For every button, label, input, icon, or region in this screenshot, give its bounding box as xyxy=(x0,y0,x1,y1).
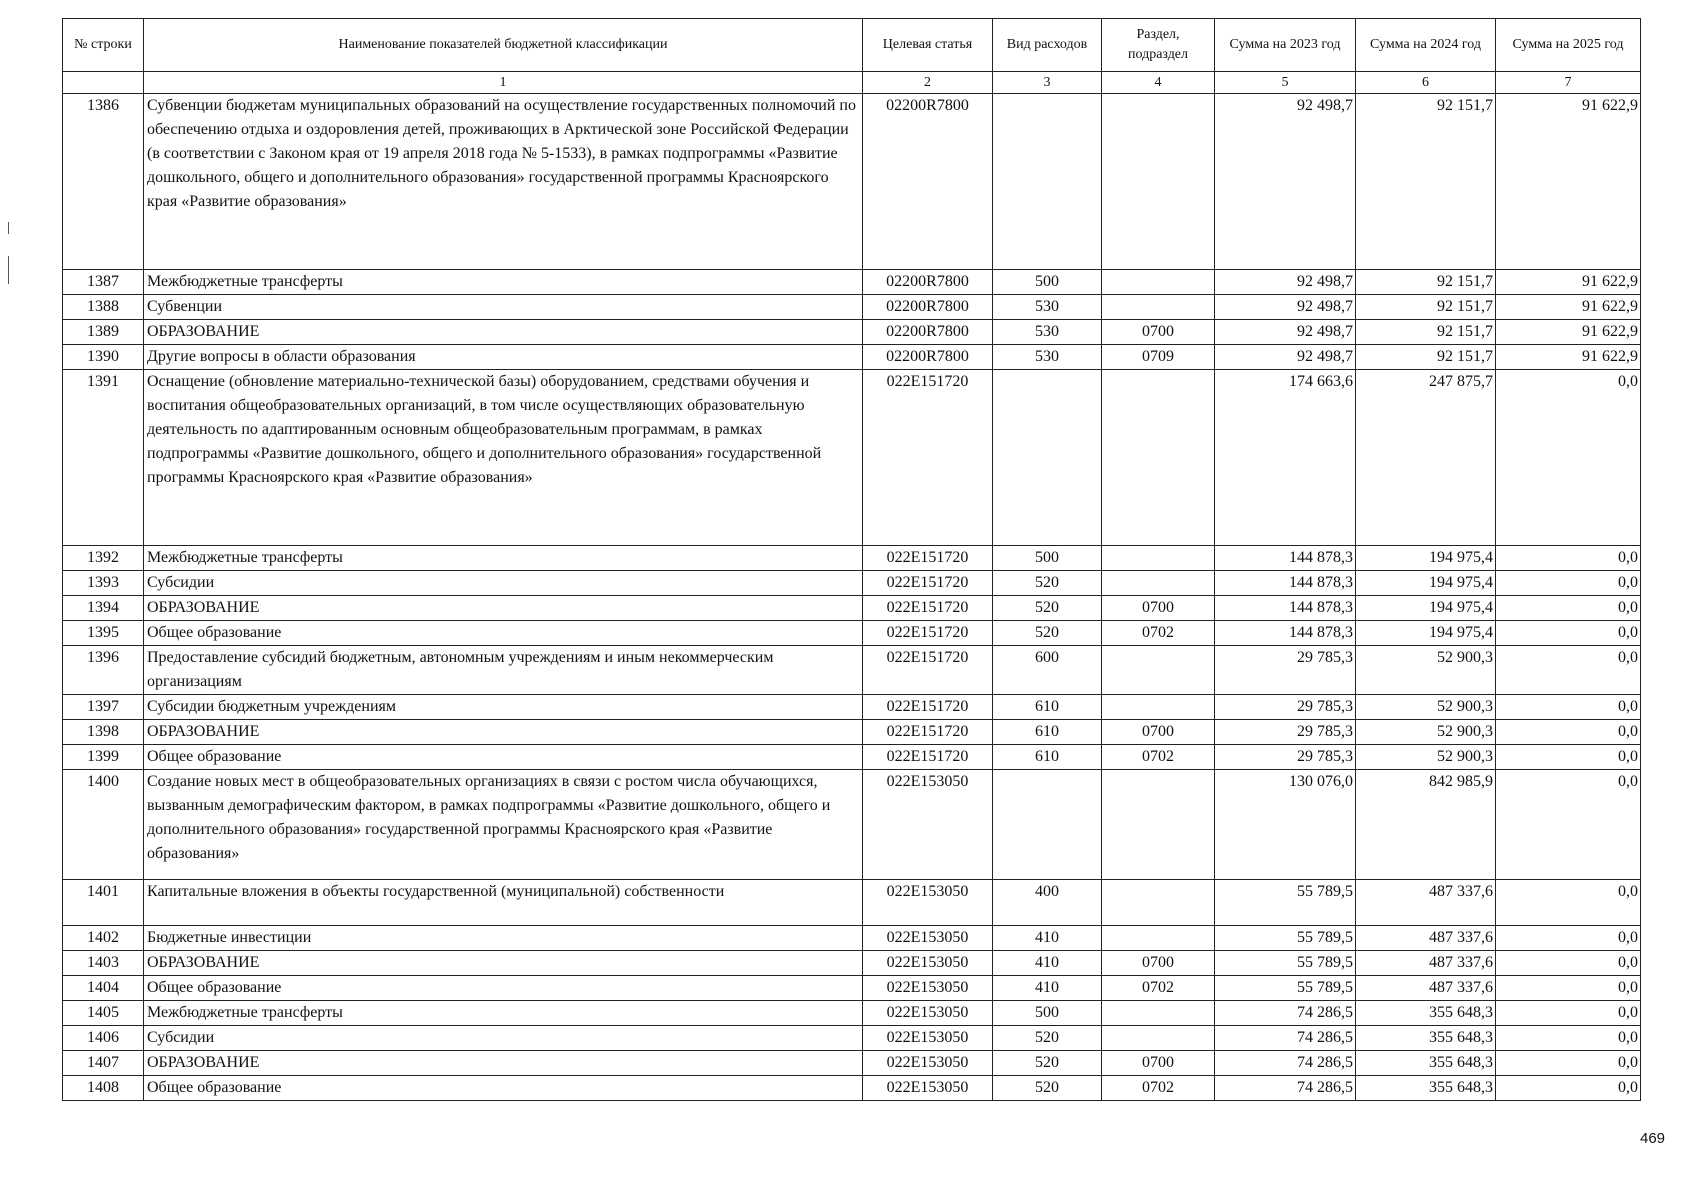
target-article: 022E153050 xyxy=(863,1051,993,1076)
row-name: Общее образование xyxy=(144,745,863,770)
target-article: 022E151720 xyxy=(863,596,993,621)
table-row xyxy=(63,546,1641,571)
section-code xyxy=(1102,880,1215,926)
section-code xyxy=(1102,646,1215,695)
table-row xyxy=(63,951,1641,976)
budget-table xyxy=(62,18,1641,1101)
table-row xyxy=(63,571,1641,596)
sum-2024: 92 151,7 xyxy=(1356,295,1496,320)
header-sum-2023: Сумма на 2023 год xyxy=(1215,19,1356,72)
section-code xyxy=(1102,1026,1215,1051)
column-number: 6 xyxy=(1356,72,1496,94)
section-code xyxy=(1102,546,1215,571)
row-name: Общее образование xyxy=(144,976,863,1001)
row-number: 1401 xyxy=(63,880,144,926)
section-code xyxy=(1102,571,1215,596)
sum-2023: 29 785,3 xyxy=(1215,745,1356,770)
row-number: 1407 xyxy=(63,1051,144,1076)
sum-2025: 0,0 xyxy=(1496,571,1641,596)
sum-2024: 842 985,9 xyxy=(1356,770,1496,880)
table-row xyxy=(63,1026,1641,1051)
expense-type: 530 xyxy=(993,320,1102,345)
sum-2024: 355 648,3 xyxy=(1356,1026,1496,1051)
header-name: Наименование показателей бюджетной классификации xyxy=(144,19,863,72)
row-name: ОБРАЗОВАНИЕ xyxy=(144,951,863,976)
target-article: 022E151720 xyxy=(863,571,993,596)
row-name: Межбюджетные трансферты xyxy=(144,270,863,295)
sum-2024: 194 975,4 xyxy=(1356,546,1496,571)
row-number: 1387 xyxy=(63,270,144,295)
row-number: 1395 xyxy=(63,621,144,646)
target-article: 022E151720 xyxy=(863,546,993,571)
section-code: 0702 xyxy=(1102,1076,1215,1101)
row-number: 1408 xyxy=(63,1076,144,1101)
target-article: 022E151720 xyxy=(863,720,993,745)
expense-type: 530 xyxy=(993,345,1102,370)
table-row xyxy=(63,880,1641,926)
row-name: Субсидии xyxy=(144,1026,863,1051)
expense-type: 610 xyxy=(993,720,1102,745)
sum-2024: 247 875,7 xyxy=(1356,370,1496,546)
section-code xyxy=(1102,926,1215,951)
expense-type: 520 xyxy=(993,621,1102,646)
table-row xyxy=(63,1076,1641,1101)
sum-2023: 29 785,3 xyxy=(1215,646,1356,695)
sum-2023: 92 498,7 xyxy=(1215,94,1356,270)
column-number: 5 xyxy=(1215,72,1356,94)
target-article: 022E151720 xyxy=(863,370,993,546)
sum-2025: 0,0 xyxy=(1496,720,1641,745)
row-number: 1405 xyxy=(63,1001,144,1026)
sum-2025: 91 622,9 xyxy=(1496,345,1641,370)
expense-type: 520 xyxy=(993,571,1102,596)
column-number: 7 xyxy=(1496,72,1641,94)
expense-type: 410 xyxy=(993,951,1102,976)
sum-2024: 52 900,3 xyxy=(1356,720,1496,745)
sum-2023: 144 878,3 xyxy=(1215,621,1356,646)
row-name: Общее образование xyxy=(144,1076,863,1101)
table-row xyxy=(63,596,1641,621)
row-number: 1396 xyxy=(63,646,144,695)
section-code: 0702 xyxy=(1102,621,1215,646)
expense-type: 520 xyxy=(993,1026,1102,1051)
sum-2023: 55 789,5 xyxy=(1215,926,1356,951)
sum-2025: 0,0 xyxy=(1496,646,1641,695)
expense-type: 610 xyxy=(993,695,1102,720)
sum-2025: 0,0 xyxy=(1496,621,1641,646)
row-name: ОБРАЗОВАНИЕ xyxy=(144,1051,863,1076)
header-row-no: № строки xyxy=(63,19,144,72)
section-code: 0702 xyxy=(1102,745,1215,770)
table-row xyxy=(63,621,1641,646)
sum-2025: 0,0 xyxy=(1496,926,1641,951)
table-row xyxy=(63,270,1641,295)
column-number: 2 xyxy=(863,72,993,94)
sum-2024: 92 151,7 xyxy=(1356,345,1496,370)
column-number-empty xyxy=(63,72,144,94)
sum-2024: 487 337,6 xyxy=(1356,951,1496,976)
sum-2025: 0,0 xyxy=(1496,951,1641,976)
sum-2025: 0,0 xyxy=(1496,1076,1641,1101)
sum-2024: 487 337,6 xyxy=(1356,880,1496,926)
page-number: 469 xyxy=(1640,1130,1666,1147)
expense-type xyxy=(993,770,1102,880)
sum-2023: 55 789,5 xyxy=(1215,880,1356,926)
section-code xyxy=(1102,770,1215,880)
section-code: 0700 xyxy=(1102,1051,1215,1076)
row-number: 1403 xyxy=(63,951,144,976)
target-article: 022E153050 xyxy=(863,976,993,1001)
expense-type: 610 xyxy=(993,745,1102,770)
table-row xyxy=(63,320,1641,345)
row-name: Другие вопросы в области образования xyxy=(144,345,863,370)
table-row xyxy=(63,646,1641,695)
section-code xyxy=(1102,270,1215,295)
target-article: 02200R7800 xyxy=(863,270,993,295)
target-article: 022E153050 xyxy=(863,1076,993,1101)
row-number: 1394 xyxy=(63,596,144,621)
sum-2023: 144 878,3 xyxy=(1215,571,1356,596)
target-article: 022E153050 xyxy=(863,1001,993,1026)
sum-2023: 92 498,7 xyxy=(1215,295,1356,320)
sum-2023: 92 498,7 xyxy=(1215,270,1356,295)
section-code xyxy=(1102,1001,1215,1026)
row-name: Предоставление субсидий бюджетным, автономным учреждениям и иным некоммерческим организациям xyxy=(144,646,863,695)
table-row xyxy=(63,720,1641,745)
sum-2024: 52 900,3 xyxy=(1356,646,1496,695)
table-row xyxy=(63,770,1641,880)
sum-2024: 355 648,3 xyxy=(1356,1051,1496,1076)
row-name: ОБРАЗОВАНИЕ xyxy=(144,596,863,621)
sum-2024: 194 975,4 xyxy=(1356,571,1496,596)
target-article: 02200R7800 xyxy=(863,295,993,320)
sum-2023: 55 789,5 xyxy=(1215,976,1356,1001)
row-number: 1406 xyxy=(63,1026,144,1051)
sum-2025: 0,0 xyxy=(1496,770,1641,880)
expense-type xyxy=(993,94,1102,270)
section-code: 0700 xyxy=(1102,720,1215,745)
target-article: 022E153050 xyxy=(863,770,993,880)
sum-2025: 0,0 xyxy=(1496,880,1641,926)
sum-2025: 0,0 xyxy=(1496,1051,1641,1076)
row-number: 1402 xyxy=(63,926,144,951)
header-row xyxy=(63,19,1641,72)
row-name: Субвенции бюджетам муниципальных образований на осуществление государственных полномочий по обеспечению отдыха и оздоровления детей, проживающих в Арктической зоне Российской Федерации (в соответствии с Законом края от 19 апреля 2018 года № 5-1533), в рамках подпрограммы «Развитие дошкольного, общего и дополнительного образования» государственной программы Красноярского края «Развитие образования» xyxy=(144,94,863,270)
sum-2025: 91 622,9 xyxy=(1496,295,1641,320)
expense-type xyxy=(993,370,1102,546)
sum-2023: 74 286,5 xyxy=(1215,1051,1356,1076)
row-number: 1386 xyxy=(63,94,144,270)
row-name: Межбюджетные трансферты xyxy=(144,1001,863,1026)
row-name: Общее образование xyxy=(144,621,863,646)
sum-2023: 29 785,3 xyxy=(1215,720,1356,745)
budget-table-wrapper xyxy=(62,18,1641,1101)
row-number: 1390 xyxy=(63,345,144,370)
section-code xyxy=(1102,94,1215,270)
header-section: Раздел, подраздел xyxy=(1102,19,1215,72)
sum-2024: 92 151,7 xyxy=(1356,94,1496,270)
margin-mark-top xyxy=(8,222,9,234)
sum-2023: 144 878,3 xyxy=(1215,596,1356,621)
row-number: 1398 xyxy=(63,720,144,745)
row-name: Субсидии бюджетным учреждениям xyxy=(144,695,863,720)
sum-2025: 0,0 xyxy=(1496,1001,1641,1026)
row-number: 1393 xyxy=(63,571,144,596)
sum-2023: 74 286,5 xyxy=(1215,1076,1356,1101)
row-name: Субвенции xyxy=(144,295,863,320)
sum-2023: 74 286,5 xyxy=(1215,1026,1356,1051)
row-name: Создание новых мест в общеобразовательных организациях в связи с ростом числа обучающихся, вызванным демографическим фактором, в рамках подпрограммы «Развитие дошкольного, общего и дополнительного образования» государственной программы Красноярского края «Развитие образования» xyxy=(144,770,863,880)
margin-mark-bottom xyxy=(8,256,9,284)
header-sum-2024: Сумма на 2024 год xyxy=(1356,19,1496,72)
row-number: 1399 xyxy=(63,745,144,770)
expense-type: 600 xyxy=(993,646,1102,695)
sum-2024: 355 648,3 xyxy=(1356,1001,1496,1026)
row-name: Бюджетные инвестиции xyxy=(144,926,863,951)
row-number: 1388 xyxy=(63,295,144,320)
row-number: 1389 xyxy=(63,320,144,345)
column-number: 1 xyxy=(144,72,863,94)
expense-type: 520 xyxy=(993,1076,1102,1101)
sum-2023: 74 286,5 xyxy=(1215,1001,1356,1026)
sum-2023: 130 076,0 xyxy=(1215,770,1356,880)
expense-type: 530 xyxy=(993,295,1102,320)
expense-type: 410 xyxy=(993,976,1102,1001)
row-name: Субсидии xyxy=(144,571,863,596)
sum-2025: 91 622,9 xyxy=(1496,94,1641,270)
header-expense-type: Вид расходов xyxy=(993,19,1102,72)
sum-2023: 144 878,3 xyxy=(1215,546,1356,571)
expense-type: 520 xyxy=(993,1051,1102,1076)
row-number: 1397 xyxy=(63,695,144,720)
expense-type: 410 xyxy=(993,926,1102,951)
section-code: 0700 xyxy=(1102,320,1215,345)
section-code: 0709 xyxy=(1102,345,1215,370)
table-row xyxy=(63,926,1641,951)
sum-2025: 0,0 xyxy=(1496,596,1641,621)
expense-type: 500 xyxy=(993,546,1102,571)
table-row xyxy=(63,370,1641,546)
target-article: 022E153050 xyxy=(863,1026,993,1051)
sum-2025: 91 622,9 xyxy=(1496,320,1641,345)
table-row xyxy=(63,1051,1641,1076)
row-name: Оснащение (обновление материально-технической базы) оборудованием, средствами обучения и воспитания общеобразовательных организаций, в том числе осуществляющих образовательную деятельность по адаптированным основным общеобразовательным программам, в рамках подпрограммы «Развитие дошкольного, общего и дополнительного образования» государственной программы Красноярского края «Развитие образования» xyxy=(144,370,863,546)
target-article: 022E151720 xyxy=(863,646,993,695)
sum-2025: 0,0 xyxy=(1496,745,1641,770)
target-article: 022E153050 xyxy=(863,880,993,926)
target-article: 022E153050 xyxy=(863,951,993,976)
sum-2025: 0,0 xyxy=(1496,546,1641,571)
sum-2025: 0,0 xyxy=(1496,976,1641,1001)
sum-2023: 29 785,3 xyxy=(1215,695,1356,720)
sum-2024: 52 900,3 xyxy=(1356,745,1496,770)
table-row xyxy=(63,345,1641,370)
column-number: 3 xyxy=(993,72,1102,94)
table-row xyxy=(63,695,1641,720)
table-row xyxy=(63,295,1641,320)
header-sum-2025: Сумма на 2025 год xyxy=(1496,19,1641,72)
expense-type: 400 xyxy=(993,880,1102,926)
sum-2024: 92 151,7 xyxy=(1356,320,1496,345)
sum-2023: 55 789,5 xyxy=(1215,951,1356,976)
row-name: ОБРАЗОВАНИЕ xyxy=(144,720,863,745)
sum-2025: 0,0 xyxy=(1496,1026,1641,1051)
row-name: Капитальные вложения в объекты государственной (муниципальной) собственности xyxy=(144,880,863,926)
section-code xyxy=(1102,695,1215,720)
target-article: 022E151720 xyxy=(863,695,993,720)
section-code: 0700 xyxy=(1102,596,1215,621)
section-code: 0702 xyxy=(1102,976,1215,1001)
expense-type: 520 xyxy=(993,596,1102,621)
sum-2024: 52 900,3 xyxy=(1356,695,1496,720)
sum-2025: 0,0 xyxy=(1496,695,1641,720)
expense-type: 500 xyxy=(993,270,1102,295)
sum-2024: 487 337,6 xyxy=(1356,976,1496,1001)
table-row xyxy=(63,94,1641,270)
table-body xyxy=(63,94,1641,1101)
sum-2024: 355 648,3 xyxy=(1356,1076,1496,1101)
expense-type: 500 xyxy=(993,1001,1102,1026)
sum-2025: 0,0 xyxy=(1496,370,1641,546)
target-article: 022E151720 xyxy=(863,621,993,646)
target-article: 02200R7800 xyxy=(863,320,993,345)
target-article: 022E153050 xyxy=(863,926,993,951)
row-number: 1392 xyxy=(63,546,144,571)
sum-2023: 92 498,7 xyxy=(1215,320,1356,345)
target-article: 022E151720 xyxy=(863,745,993,770)
table-row xyxy=(63,976,1641,1001)
row-number: 1391 xyxy=(63,370,144,546)
column-number: 4 xyxy=(1102,72,1215,94)
sum-2024: 487 337,6 xyxy=(1356,926,1496,951)
row-name: ОБРАЗОВАНИЕ xyxy=(144,320,863,345)
target-article: 02200R7800 xyxy=(863,94,993,270)
column-number-row xyxy=(63,72,1641,94)
section-code xyxy=(1102,295,1215,320)
header-target: Целевая статья xyxy=(863,19,993,72)
sum-2024: 194 975,4 xyxy=(1356,596,1496,621)
section-code: 0700 xyxy=(1102,951,1215,976)
table-row xyxy=(63,745,1641,770)
sum-2025: 91 622,9 xyxy=(1496,270,1641,295)
sum-2024: 92 151,7 xyxy=(1356,270,1496,295)
row-number: 1400 xyxy=(63,770,144,880)
row-name: Межбюджетные трансферты xyxy=(144,546,863,571)
row-number: 1404 xyxy=(63,976,144,1001)
section-code xyxy=(1102,370,1215,546)
target-article: 02200R7800 xyxy=(863,345,993,370)
sum-2023: 92 498,7 xyxy=(1215,345,1356,370)
sum-2024: 194 975,4 xyxy=(1356,621,1496,646)
table-row xyxy=(63,1001,1641,1026)
sum-2023: 174 663,6 xyxy=(1215,370,1356,546)
